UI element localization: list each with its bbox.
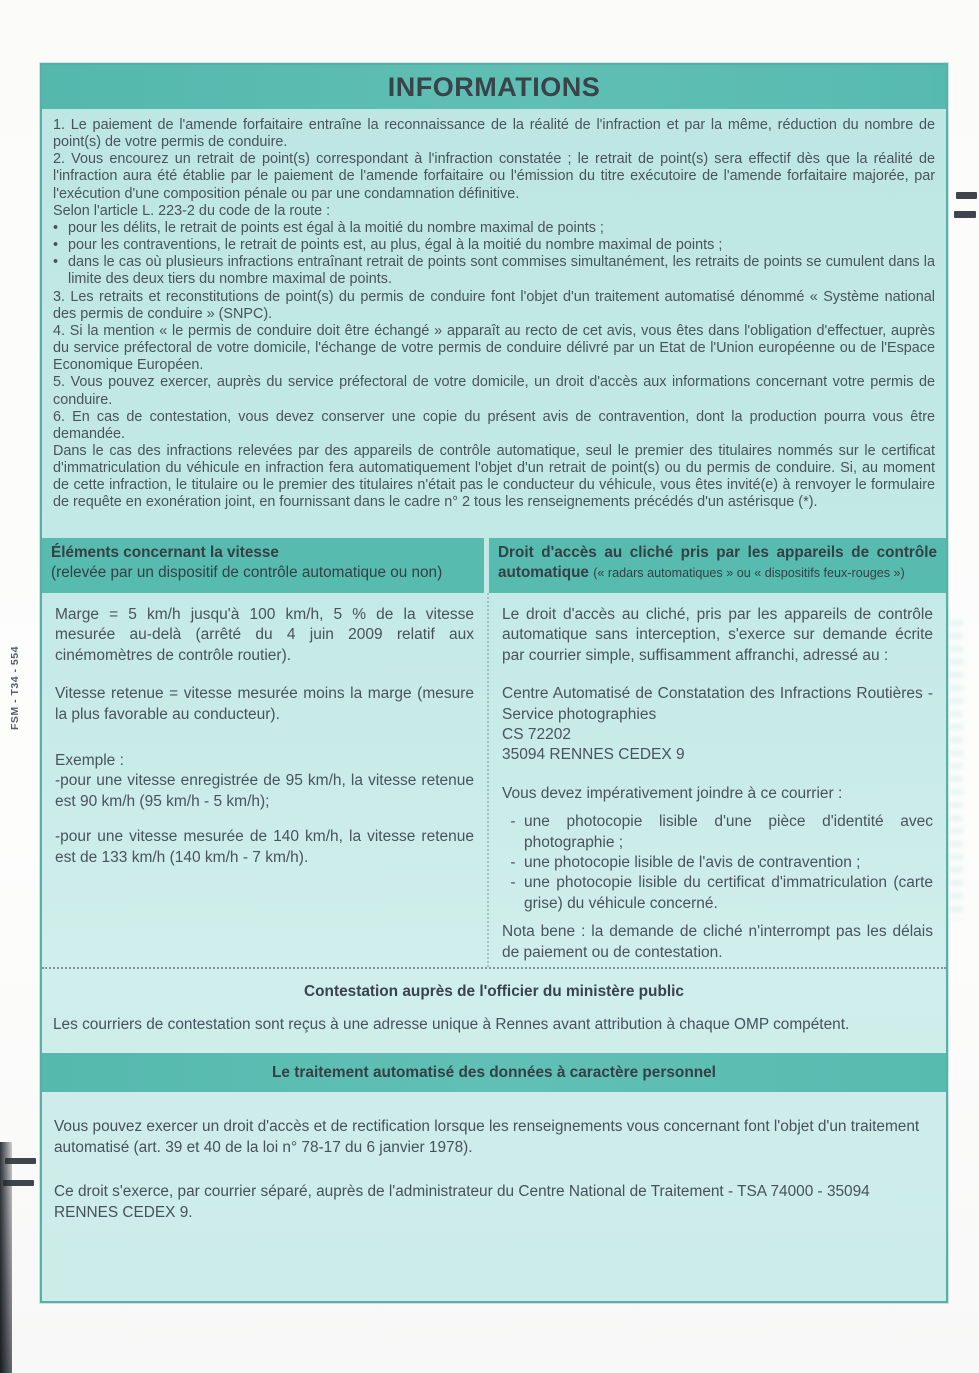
dash-icon: - — [510, 813, 516, 831]
attachments-intro: Vous devez impérativement joindre à ce courrier : — [502, 784, 843, 802]
checklist-text: une photocopie lisible du certificat d'immatriculation (carte grise) du véhicule concerné. — [524, 874, 933, 912]
header-bold-text: Droit d'accès au cliché pris par les appareils de contrôle automatique — [498, 544, 937, 581]
list-item — [502, 853, 933, 873]
intro-paragraph-6: 5. Vous pouvez exercer, auprès du service préfectoral de votre domicile, un droit d'accès aux informations concernant votre permis de conduire. — [53, 374, 935, 408]
margin-rule-paragraph: Marge = 5 km/h jusqu'à 100 km/h, 5 % de la vitesse mesurée au-delà (arrêté du 4 juin 2009 relatif aux cinémomètres de contrôle routier). — [55, 606, 474, 664]
contestation-paragraph: Les courriers de contestation sont reçus à une adresse unique à Rennes avant attribution à chaque OMP compétent. — [53, 1016, 850, 1033]
retained-speed-paragraph: Vitesse retenue = vitesse mesurée moins la marge (mesure la plus favorable au conducteur). — [55, 685, 474, 723]
contestation-heading: Contestation auprès de l'officier du ministère public — [304, 983, 684, 1000]
intro-paragraph-8: Dans le cas des infractions relevées par des appareils de contrôle automatique, seul le premier des titulaires nommés sur le certificat d'immatriculation du véhicule en infraction fera automatiquement l'objet d'un retrait de point(s) ou du permis de conduire. Si, au moment de cette infraction, le titulaire ou le premier des titulaires n'était pas le conducteur du véhicule, vous êtes invité(e) à renvoyer le formulaire de requête en exonération joint, en fournissant dans le cadre n° 2 tous les renseignements précédés d'un astérisque (*). — [53, 442, 935, 511]
information-box — [40, 63, 948, 1303]
data-processing-section — [42, 1092, 946, 1223]
header-sub-text: (« radars automatiques » ou « dispositifs feux-rouges ») — [593, 565, 905, 580]
bullet-icon: • — [53, 254, 59, 271]
checklist-text: une photocopie lisible de l'avis de contravention ; — [524, 854, 861, 872]
intro-paragraph-7: 6. En cas de contestation, vous devez conserver une copie du présent avis de contravention, dont la production pourra vous être demandée. — [53, 408, 935, 442]
scan-edge-shadow — [0, 1142, 12, 1373]
exercise-right-paragraph: Ce droit s'exerce, par courrier séparé, auprès de l'administrateur du Centre National de Traitement - TSA 74000 - 35094 RENNES CEDEX 9. — [54, 1183, 870, 1221]
bullet-text: pour les délits, le retrait de points est égal à la moitié du nombre maximal de points ; — [68, 219, 604, 236]
list-item — [53, 254, 935, 288]
speed-column-header — [42, 538, 484, 593]
example-1: -pour une vitesse enregistrée de 95 km/h, la vitesse retenue est 90 km/h (95 km/h - 5 km/h); — [55, 772, 474, 810]
list-item — [53, 237, 935, 254]
bullet-text: pour les contraventions, le retrait de points est, au plus, égal à la moitié du nombre maximal de points ; — [68, 237, 723, 254]
intro-paragraph-5: 4. Si la mention « le permis de conduire doit être échangé » apparaît au recto de cet avis, vous êtes dans l'obligation d'effectuer, auprès du service préfectoral de votre domicile, l'échange de votre permis de conduire délivré par un Etat de l'Union européenne ou de l'Espace Economique Européen. — [53, 322, 935, 374]
list-item — [502, 812, 933, 853]
dash-icon: - — [510, 854, 516, 872]
address-line: 35094 RENNES CEDEX 9 — [502, 746, 685, 764]
list-item — [53, 220, 935, 237]
data-processing-band — [42, 1053, 946, 1092]
intro-paragraph-1: 1. Le paiement de l'amende forfaitaire entraîne la reconnaissance de la réalité de l'infraction et par la même, réduction du nombre de point(s) de votre permis de conduire. — [53, 117, 935, 151]
photo-access-column-header — [489, 538, 946, 593]
photo-access-column-body — [487, 593, 946, 967]
bullet-icon: • — [53, 219, 59, 236]
nota-bene-paragraph: Nota bene : la demande de cliché n'interrompt pas les délais de paiement ou de contestation. — [502, 923, 933, 961]
data-processing-heading: Le traitement automatisé des données à caractère personnel — [272, 1063, 716, 1081]
intro-section — [42, 109, 946, 538]
header-bold-text: Éléments concernant la vitesse — [51, 544, 279, 561]
intro-paragraph-4: 3. Les retraits et reconstitutions de point(s) du permis de conduire font l'objet d'un traitement automatisé dénommé « Système national des permis de conduire » (SNPC). — [53, 288, 935, 322]
speed-table-body-row — [42, 593, 946, 967]
example-label: Exemple : — [55, 752, 124, 770]
registration-mark — [954, 211, 976, 218]
header-sub-text: (relevée par un dispositif de contrôle automatique ou non) — [51, 563, 443, 581]
bullet-icon: • — [53, 237, 59, 254]
intro-paragraph-2: 2. Vous encourez un retrait de point(s) correspondant à l'infraction constatée ; le retrait de point(s) sera effectif dès que la réalité de l'infraction aura été établie par le paiement de l'amende forfaitaire ou l'émission du titre exécutoire de l'amende forfaitaire majorée, par l'exécution d'une composition pénale ou par une condamnation définitive. — [53, 151, 935, 202]
address-line: Centre Automatisé de Constatation des Infractions Routières - Service photographies — [502, 685, 933, 723]
form-reference-label: FSM - T34 - 554 — [9, 646, 21, 730]
address-line: CS 72202 — [502, 726, 571, 744]
title-band — [42, 65, 946, 109]
list-item — [502, 873, 933, 914]
speed-table-header-row — [42, 538, 946, 593]
contestation-section — [42, 967, 946, 1053]
registration-mark — [956, 192, 977, 199]
checklist-text: une photocopie lisible d'une pièce d'identité avec photographie ; — [524, 813, 933, 851]
photo-access-paragraph: Le droit d'accès au cliché, pris par les appareils de contrôle automatique sans interception, s'exerce sur demande écrite par courrier simple, suffisamment affranchi, adressé au : — [502, 606, 933, 664]
intro-paragraph-3: Selon l'article L. 223-2 du code de la route : — [53, 202, 331, 219]
rectification-right-paragraph: Vous pouvez exercer un droit d'accès et de rectification lorsque les renseignements vous concernant font l'objet d'un traitement automatisé (art. 39 et 40 de la loi n° 78-17 du 6 janvier 1978). — [54, 1118, 920, 1156]
dash-icon: - — [510, 874, 516, 892]
speed-column-body — [42, 593, 487, 967]
example-2: -pour une vitesse mesurée de 140 km/h, la vitesse retenue est de 133 km/h (140 km/h - 7 km/h). — [55, 828, 474, 866]
page-title: INFORMATIONS — [387, 71, 601, 102]
bullet-text: dans le cas où plusieurs infractions entraînant retrait de points sont commises simultanément, les retraits de points se cumulent dans la limite des deux tiers du nombre maximal de points. — [68, 254, 935, 288]
bleed-through-artifact — [949, 620, 963, 920]
